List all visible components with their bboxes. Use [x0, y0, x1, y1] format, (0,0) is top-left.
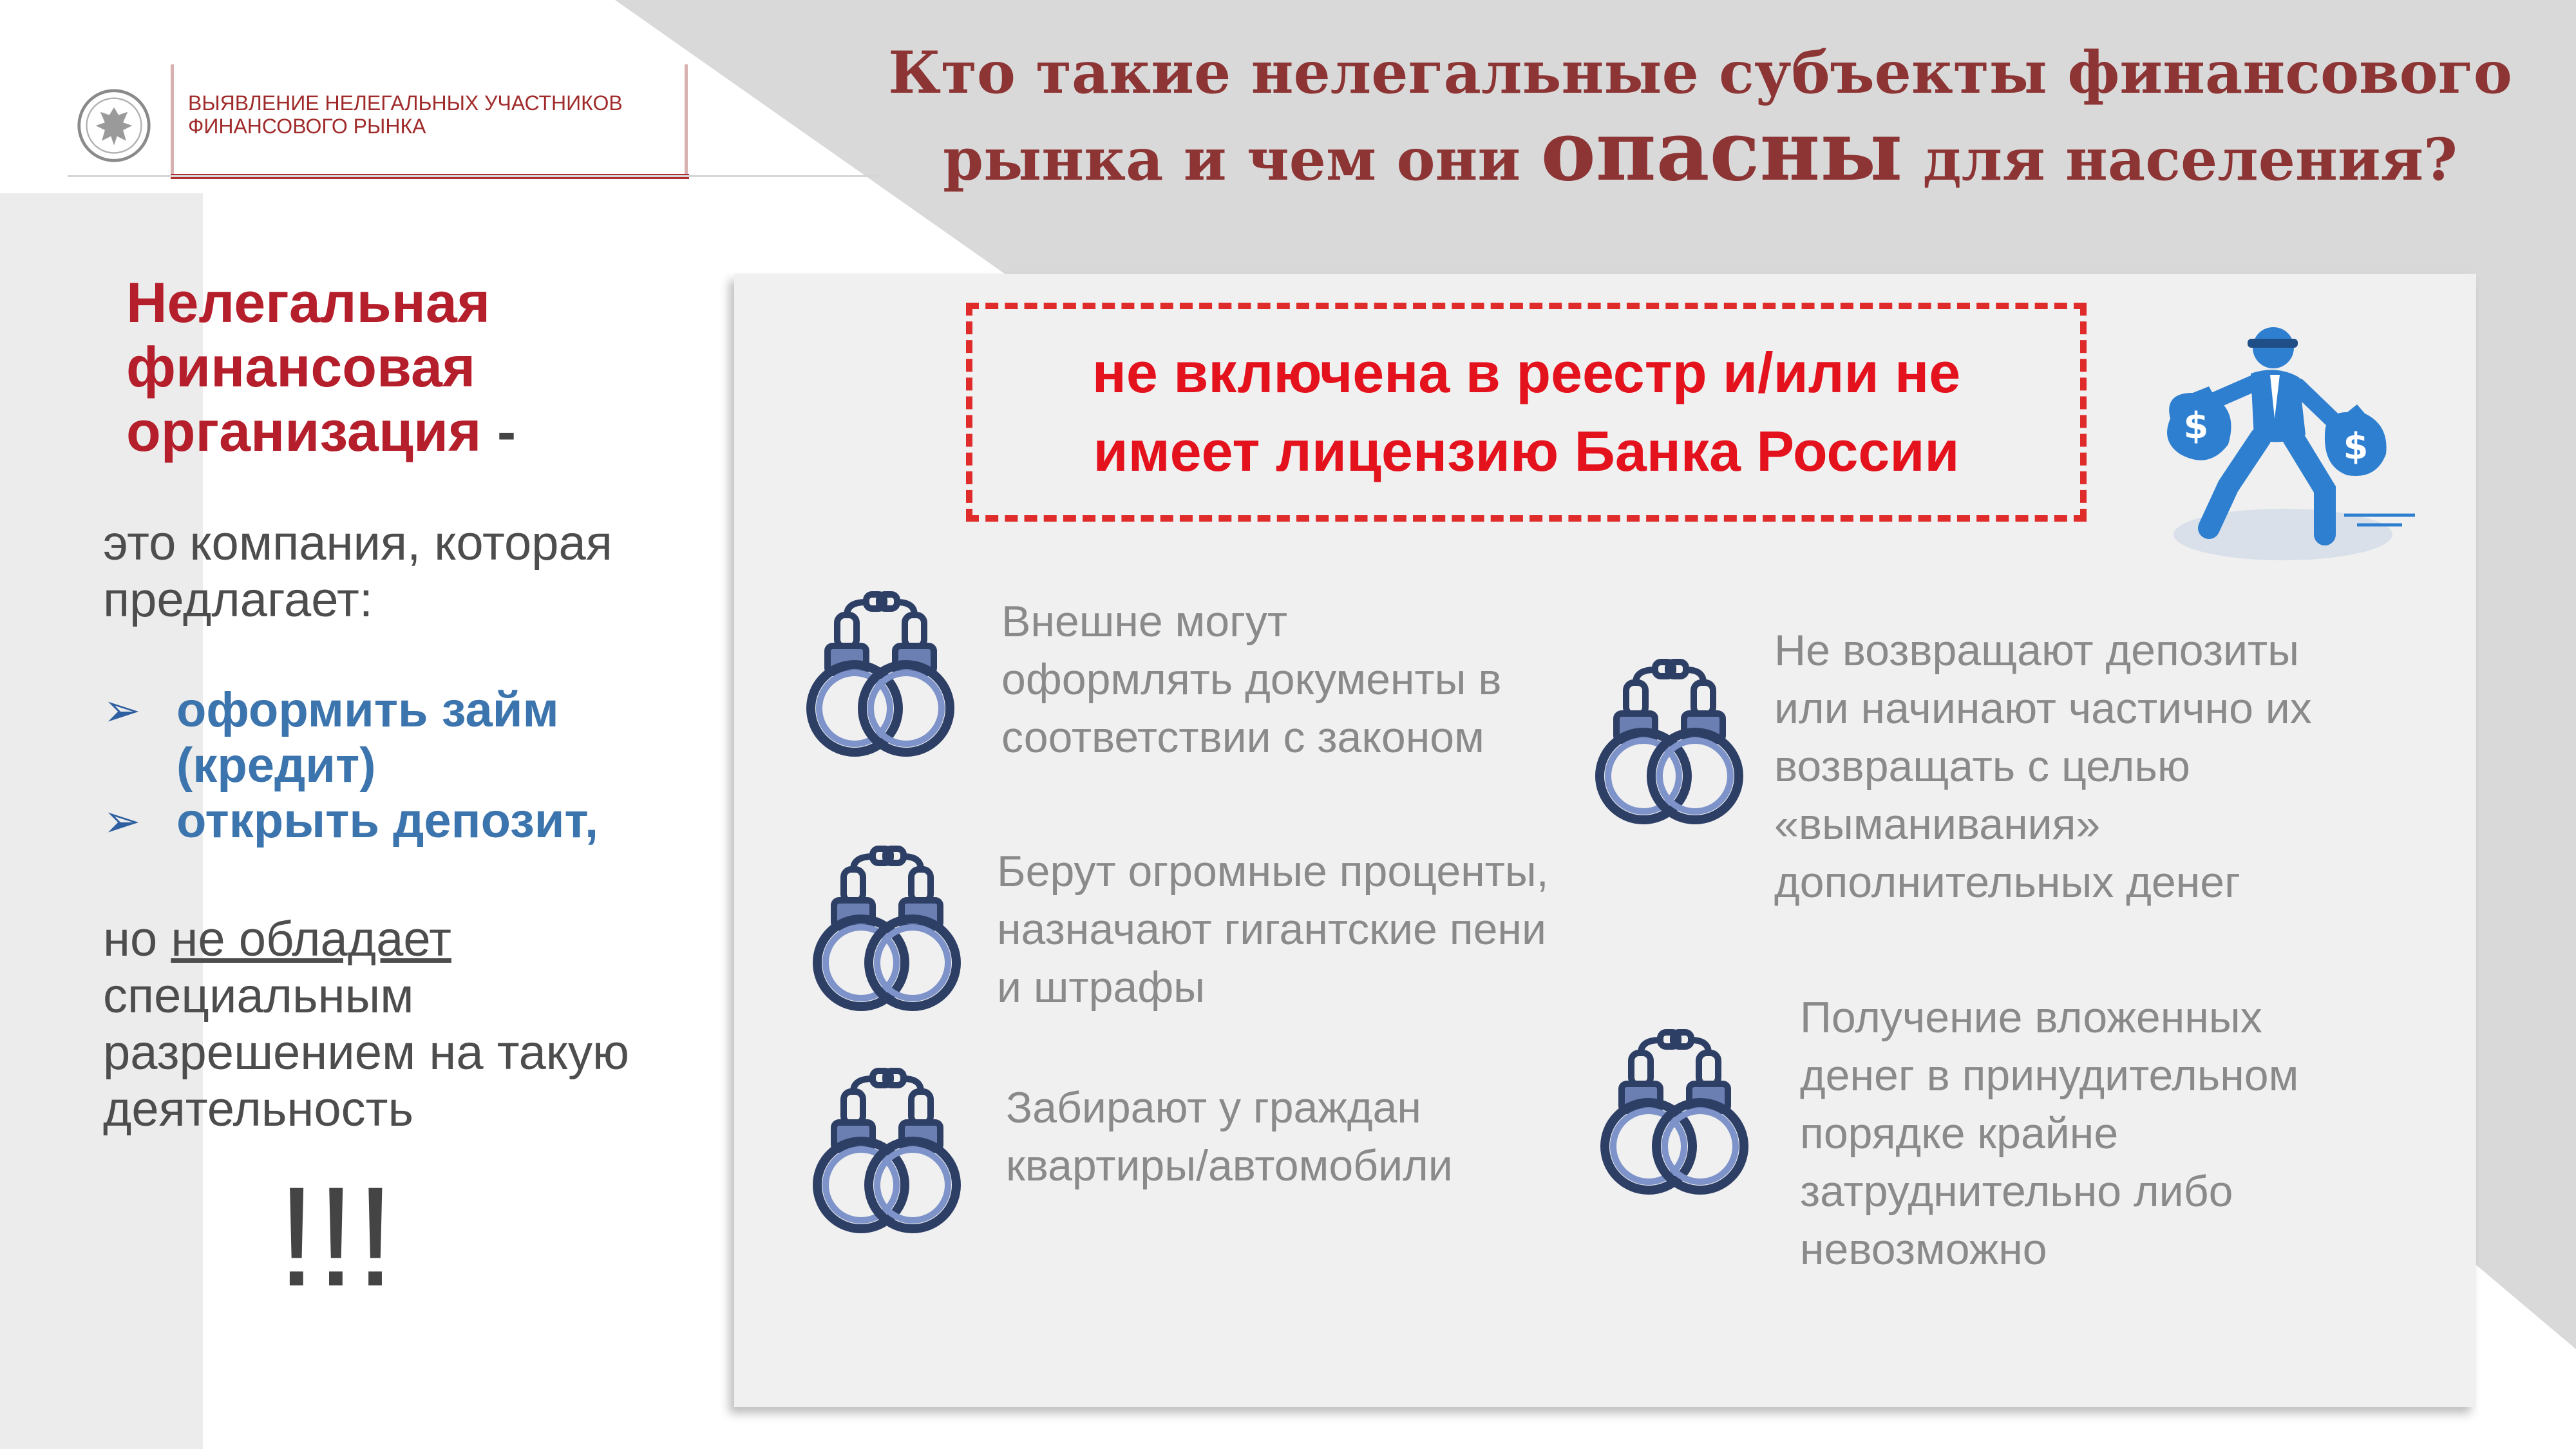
- handcuffs-icon: [808, 1066, 969, 1240]
- outro-pre: но: [103, 912, 158, 967]
- danger-item-text: [1001, 592, 1502, 766]
- outro-underlined: не обладает: [171, 912, 451, 967]
- item-line: Получение вложенных: [1800, 993, 2262, 1042]
- org-name-line1: ВЫЯВЛЕНИЕ НЕЛЕГАЛЬНЫХ УЧАСТНИКОВ: [188, 91, 623, 115]
- license-notice-text: [1092, 334, 1961, 491]
- danger-item-text: [1800, 989, 2298, 1278]
- notice-line1: не включена в реестр и/или не: [1092, 341, 1961, 404]
- list-item-text: оформить займ (кредит): [176, 683, 559, 793]
- item-line: и штрафы: [997, 963, 1206, 1012]
- notice-line2: имеет лицензию Банка России: [1093, 419, 1960, 483]
- item-line: дополнительных денег: [1774, 858, 2240, 907]
- org-name: [188, 91, 623, 138]
- title-line1: Кто такие нелегальные субъекты финансового: [888, 39, 2512, 107]
- exclamation-marks: !!!: [277, 1157, 395, 1316]
- heading-line3: [126, 399, 516, 464]
- handcuffs-icon: [1591, 657, 1752, 831]
- definition-outro: [103, 911, 629, 1138]
- danger-item-text: [1774, 621, 2312, 911]
- handcuffs-icon: [1596, 1027, 1757, 1201]
- header-rule: [68, 175, 882, 177]
- item-line: невозможно: [1800, 1225, 2047, 1274]
- item-line: порядке крайне: [1800, 1109, 2119, 1158]
- title-line2: [837, 103, 2563, 200]
- definition-intro: [103, 515, 612, 629]
- item-line: денег в принудительном: [1800, 1051, 2299, 1100]
- license-notice: [966, 303, 2087, 522]
- item-line: квартиры/автомобили: [1006, 1141, 1453, 1190]
- outro-line2: специальным: [103, 969, 414, 1023]
- definition-heading: [126, 270, 516, 464]
- handcuffs-icon: [808, 844, 969, 1018]
- outro-line4: деятельность: [103, 1082, 414, 1137]
- arrowhead-bullet-icon: ➢: [103, 685, 141, 735]
- item-line: назначают гигантские пени: [997, 905, 1546, 954]
- item-line: Берут огромные проценты,: [997, 847, 1549, 896]
- item-line: Внешне могут: [1001, 597, 1288, 646]
- outro-line3: разрешением на такую: [103, 1025, 630, 1080]
- title-line2-post: для населения?: [1922, 126, 2458, 194]
- list-item: [103, 793, 627, 849]
- intro-line2: предлагает:: [103, 573, 373, 627]
- title-line2-pre: рынка и чем они: [943, 126, 1521, 194]
- org-name-line2: ФИНАНСОВОГО РЫНКА: [188, 115, 426, 138]
- item-line: затруднительно либо: [1800, 1167, 2233, 1216]
- item-line: возвращать с целью: [1774, 742, 2190, 791]
- offer-list: [103, 683, 627, 849]
- heading-line1: Нелегальная: [126, 270, 491, 334]
- intro-line1: это компания, которая: [103, 516, 612, 571]
- arrowhead-bullet-icon: ➢: [103, 796, 141, 846]
- heading-line3-text: организация: [126, 399, 482, 463]
- danger-item-text: [997, 842, 1549, 1016]
- header-divider: [685, 64, 688, 177]
- item-line: Не возвращают депозиты: [1774, 626, 2300, 675]
- svg-text:$: $: [2183, 405, 2209, 447]
- item-line: или начинают частично их: [1774, 684, 2312, 733]
- list-item-text: открыть депозит,: [176, 793, 599, 848]
- heading-dash: -: [497, 399, 516, 463]
- page-title: [837, 33, 2563, 199]
- item-line: Забирают у граждан: [1006, 1083, 1421, 1132]
- outro-line1: [103, 911, 629, 968]
- heading-line2: финансовая: [126, 335, 476, 399]
- item-line: соответствии с законом: [1001, 713, 1484, 762]
- header-divider: [171, 64, 174, 177]
- item-line: «выманивания»: [1774, 800, 2101, 849]
- list-item: [103, 683, 627, 793]
- handcuffs-icon: [802, 589, 963, 763]
- svg-text:$: $: [2343, 426, 2369, 468]
- title-emphasis: опасны: [1540, 103, 1903, 200]
- item-line: оформлять документы в: [1001, 655, 1502, 704]
- bank-of-russia-emblem-icon: [76, 88, 152, 164]
- danger-item-text: [1006, 1079, 1453, 1195]
- thief-with-money-bags-icon: [2132, 322, 2434, 573]
